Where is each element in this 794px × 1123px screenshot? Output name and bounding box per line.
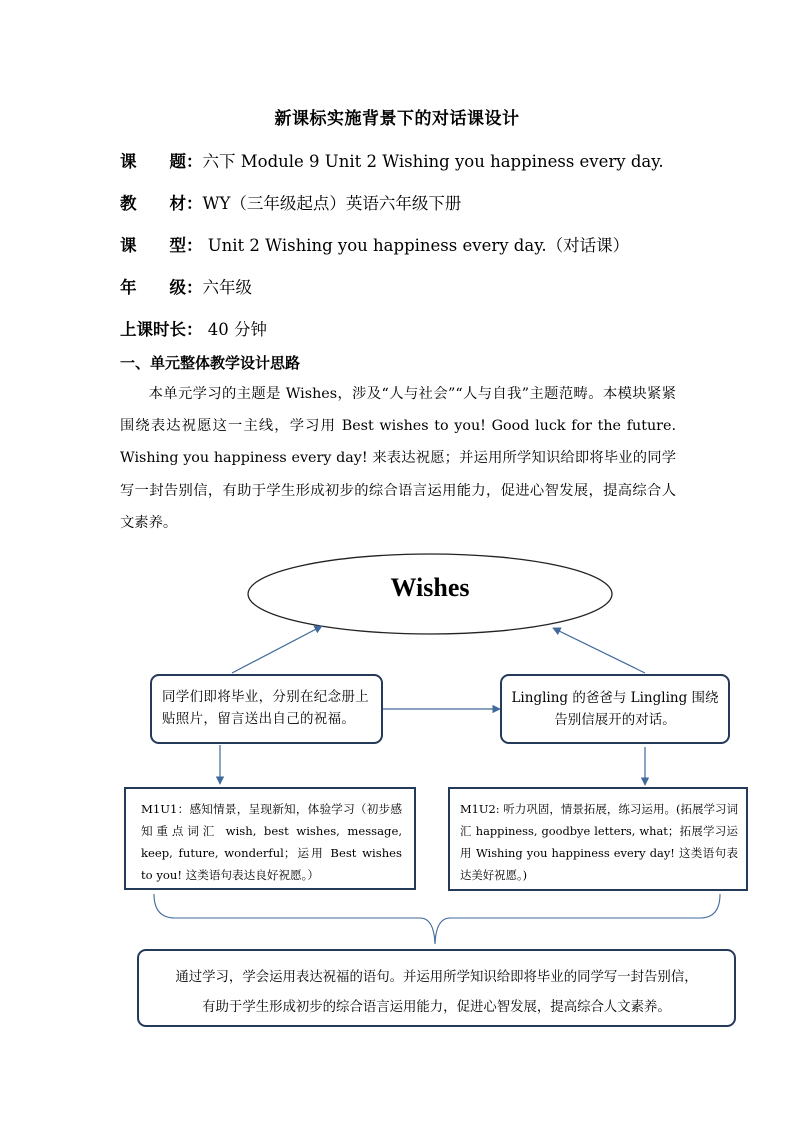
summary-box xyxy=(137,949,736,1027)
bottom-brace xyxy=(154,894,720,944)
meta-topic-value: 六下 Module 9 Unit 2 Wishing you happiness every day. xyxy=(202,152,664,171)
m1u1-box xyxy=(124,787,416,890)
meta-grade-label: 年 级： xyxy=(120,278,203,297)
m1u2-box xyxy=(448,787,748,891)
m1u2-text: M1U2: 听力巩固，情景拓展，练习运用。(拓展学习词汇 happiness, goodbye letters, what；拓展学习运用 Wishing you happiness every day! 这类语句表达美好祝愿。) xyxy=(460,802,738,882)
arrow-left-to-wishes xyxy=(232,626,322,673)
meta-lesson-type-label: 课 型： xyxy=(120,236,203,255)
meta-duration-value: 40 分钟 xyxy=(202,320,267,339)
document-title: 新课标实施背景下的对话课设计 xyxy=(274,109,520,129)
arrow-right-to-wishes xyxy=(553,628,645,673)
meta-duration-label: 上课时长： xyxy=(120,320,203,339)
meta-textbook-value: WY（三年级起点）英语六年级下册 xyxy=(202,194,462,213)
m1u1-text: M1U1：感知情景，呈现新知，体验学习（初步感知重点词汇 wish, best wishes, message, keep, future, wonderful；运用 Best wishes to you! 这类语句表达良好祝愿。） xyxy=(141,802,402,882)
left-scene-box xyxy=(150,674,383,744)
right-scene-box xyxy=(500,674,730,744)
right-scene-text: Lingling 的爸爸与 Lingling 围绕告别信展开的对话。 xyxy=(511,690,719,728)
wishes-label: Wishes xyxy=(390,573,470,602)
meta-grade-value: 六年级 xyxy=(202,278,252,297)
left-scene-text: 同学们即将毕业，分别在纪念册上贴照片，留言送出自己的祝福。 xyxy=(162,689,369,727)
summary-line-1: 通过学习，学会运用表达祝福的语句。并运用所学知识给即将毕业的同学写一封告别信， xyxy=(175,970,698,985)
intro-paragraph: 本单元学习的主题是 Wishes，涉及“人与社会”“人与自我”主题范畴。本模块紧紧围绕表达祝愿这一主线，学习用 Best wishes to you! Good luck for the future. Wishing you happiness every day! 来表达祝愿；并运用所学知识给即将毕业的同学写一封告别信，有助于学生形成初步的综合语言运用能力，促进心智发展，提高综合人文素养。 xyxy=(120,386,676,531)
meta-topic-label: 课 题： xyxy=(120,152,203,171)
summary-line-2: 有助于学生形成初步的综合语言运用能力，促进心智发展，提高综合人文素养。 xyxy=(202,1000,671,1015)
meta-lesson-type-value: Unit 2 Wishing you happiness every day.（对话课） xyxy=(202,236,630,255)
meta-textbook-label: 教 材： xyxy=(120,194,203,213)
section-heading: 一、单元整体教学设计思路 xyxy=(120,354,301,372)
